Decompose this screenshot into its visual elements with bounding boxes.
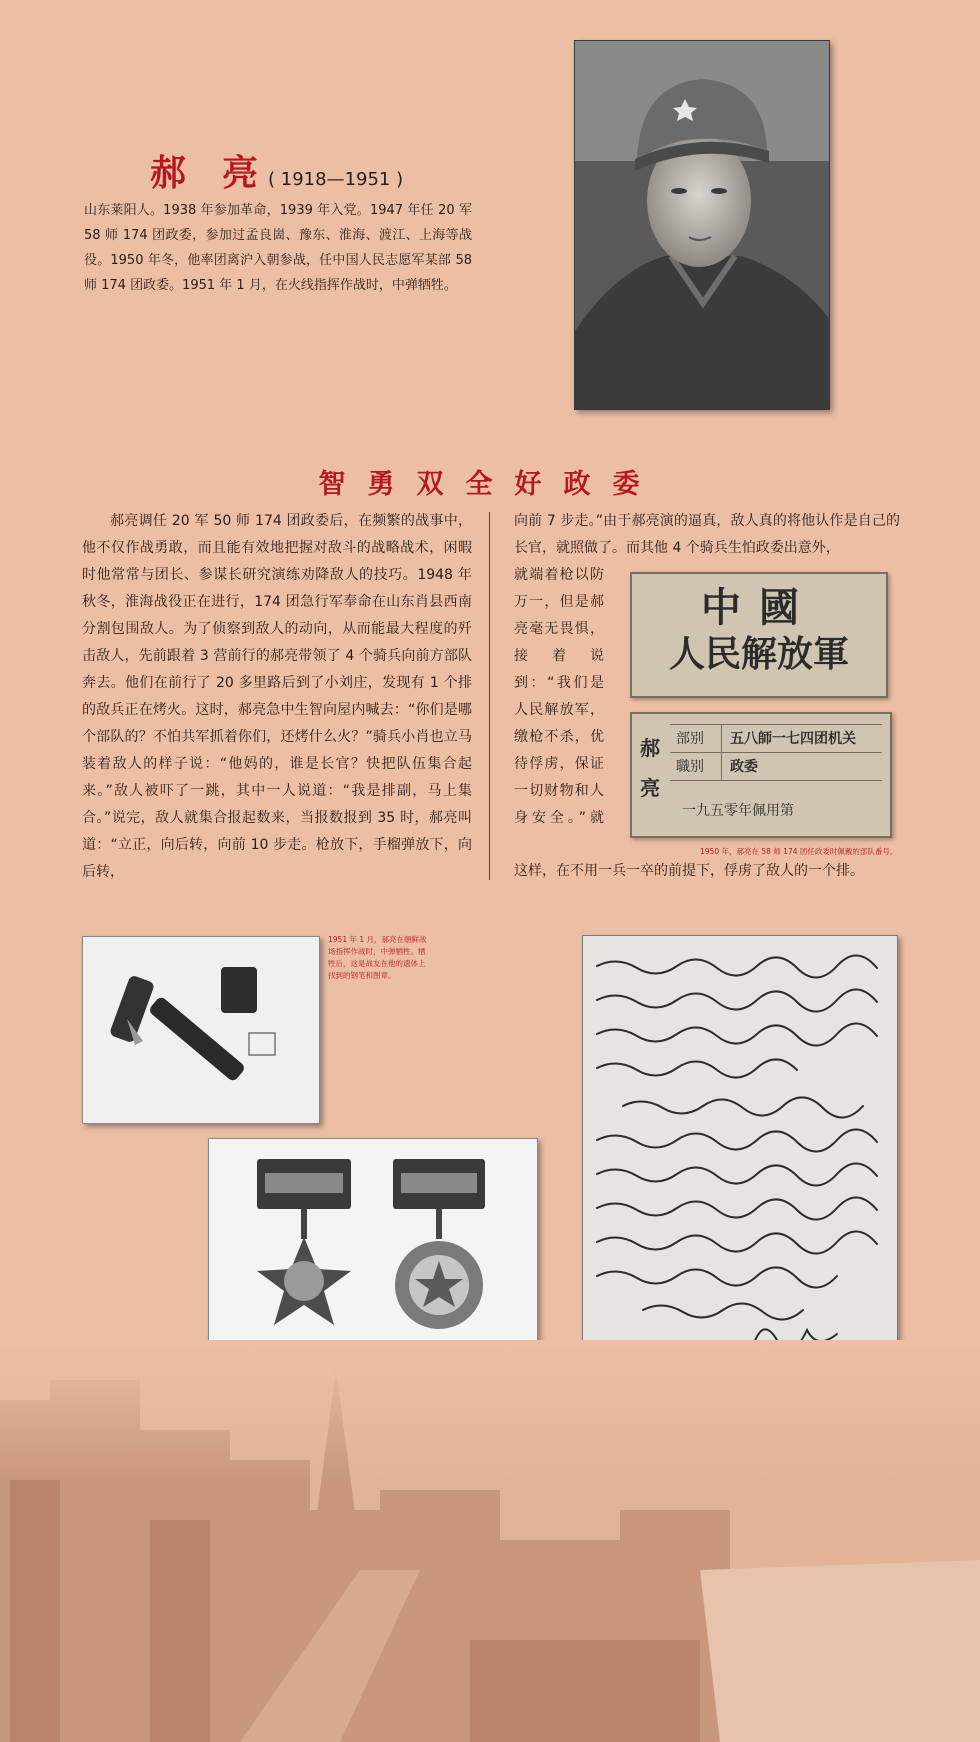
pen-and-seal-photo	[82, 936, 320, 1124]
badge-row1-value: 五八師一七四团机关	[730, 731, 856, 747]
handwritten-letter-photo	[582, 935, 898, 1369]
badge-row-post	[670, 753, 882, 781]
article-left-text: 郝亮调任 20 军 50 师 174 团政委后，在频繁的战事中，他不仅作战勇敢，而且能有效地把握对敌斗的战略战术，闲暇时他常常与团长、参谋长研究演练劝降敌人的技巧。1948 年秋冬，淮海战役正在进行，174 团急行军奉命在山东肖县西南分割包围敌人。为了侦察到敌人的动向，从而能最大程度的歼击敌人，先前跟着 3 营前行的郝亮带领了 4 个骑兵向前方部队奔去。他们在前行了 20 多里路后到了小刘庄，发现有 1 个排的敌兵正在烤火。这时，郝亮急中生智向屋内喊去：“你们是哪个部队的？不怕共军抓着你们，还烤什么火？”骑兵小肖也立马装着敌人的样子说：“他妈的，谁是长官？快把队伍集合起来。”敌人被吓了一跳，其中一人说道：“我是排副，马上集合。”说完，敌人就集合报起数来，当报数报到 35 时，郝亮叫道：“立正，向后转，向前 10 步走。枪放下，手榴弹放下，向后转，	[82, 513, 472, 880]
badge-grid	[670, 724, 882, 781]
column-divider	[489, 512, 490, 880]
unit-badge-front	[630, 572, 888, 698]
medals-photo	[208, 1138, 538, 1368]
unit-badge-back	[630, 712, 892, 838]
badge-caption: 1950 年，郝亮在 58 师 174 团任政委时佩戴的部队番号。	[700, 847, 898, 856]
person-name: 郝亮	[150, 152, 295, 194]
city-background-image	[0, 1340, 980, 1742]
badge-footer: 一九五零年佩用第	[682, 803, 794, 819]
article-title: 智勇双全好政委	[318, 469, 662, 500]
pen-caption: 1951 年 1 月，郝亮在朝鲜战场指挥作战时，中弹牺牲。牺牲后，这是战友在他的遗体上找到的钢笔和图章。	[328, 935, 427, 980]
person-bio: 山东莱阳人。1938 年参加革命，1939 年入党。1947 年任 20 军 58 师 174 团政委，参加过孟良崮、豫东、淮海、渡江、上海等战役。1950 年冬，他率团离沪入朝参战，任中国人民志愿军某部 58 师 174 团政委。1951 年 1 月，在火线指挥作战时，中弹牺牲。	[84, 203, 472, 293]
badge-row1-key: 部别	[670, 725, 722, 752]
badge-row-unit	[670, 725, 882, 753]
person-years: ( 1918—1951 )	[268, 169, 404, 190]
article-right-bottom: 这样，在不用一兵一卒的前提下，俘虏了敌人的一个排。	[514, 863, 864, 879]
article-left-column	[82, 508, 472, 886]
person-name-line	[150, 145, 403, 196]
article-right-top: 向前 7 步走。”由于郝亮演的逼真，敌人真的将他认作是自己的长官，就照做了。而其他 4 个骑兵生怕政委出意外，	[514, 513, 900, 556]
badge-line2: 人民解放軍	[668, 633, 849, 675]
badge-row2-value: 政委	[730, 759, 758, 775]
portrait-photo	[574, 40, 830, 410]
badge-line1: 中國	[701, 584, 817, 631]
article-right-narrow: 就端着枪以防万一，但是郝亮毫无畏惧，接着说到：“我们是人民解放军，缴枪不杀，优待俘虏，保证一切财物和人身安全。”就	[514, 567, 604, 826]
badge-row2-key: 職别	[670, 753, 722, 780]
badge-vertical-name: 郝亮	[640, 736, 660, 800]
